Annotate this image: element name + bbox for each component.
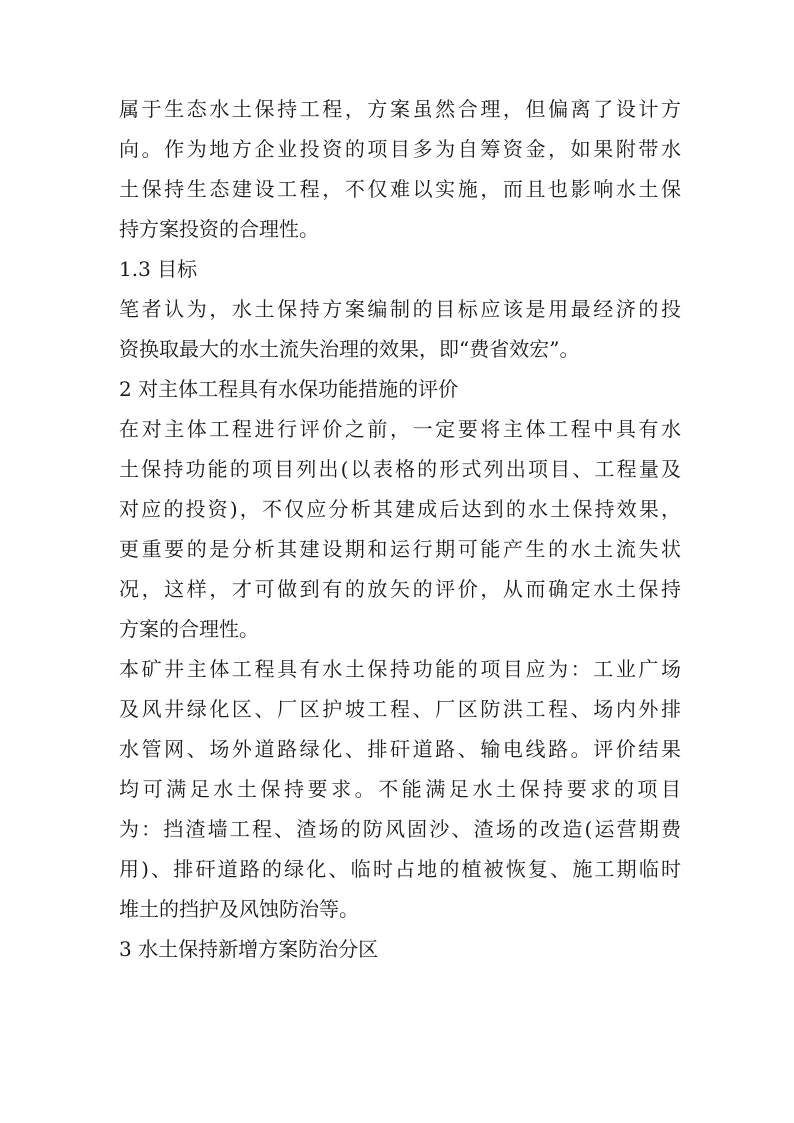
text-line: 本矿井主体工程具有水土保持功能的项目应为：工业广场	[119, 657, 681, 681]
text-line: 均可满足水土保持要求。不能满足水土保持要求的项目	[119, 777, 681, 801]
text-line: 笔者认为，水土保持方案编制的目标应该是用最经济的投	[119, 297, 681, 321]
text-line: 及风井绿化区、厂区护坡工程、厂区防洪工程、场内外排	[119, 697, 681, 721]
section-heading-2: 2 对主体工程具有水保功能措施的评价	[119, 377, 459, 401]
text-line: 对应的投资)，不仅应分析其建成后达到的水土保持效果，	[119, 497, 681, 521]
text-line: 为：挡渣墙工程、渣场的防风固沙、渣场的改造(运营期费	[119, 817, 681, 841]
section-heading-1-3: 1.3 目标	[119, 257, 198, 281]
text-line: 资换取最大的水土流失治理的效果，即“费省效宏”。	[119, 337, 580, 361]
paragraph-goal	[119, 289, 681, 369]
text-line: 更重要的是分析其建设期和运行期可能产生的水土流失状	[119, 537, 681, 561]
text-line: 土保持生态建设工程，不仅难以实施，而且也影响水土保	[119, 177, 681, 201]
section-heading-3: 3 水土保持新增方案防治分区	[119, 937, 379, 961]
text-line: 况，这样，才可做到有的放矢的评价，从而确定水土保持	[119, 577, 681, 601]
text-line: 方案的合理性。	[119, 617, 259, 641]
text-line: 堆土的挡护及风蚀防治等。	[119, 897, 359, 921]
document-body	[119, 89, 681, 969]
text-line: 持方案投资的合理性。	[119, 217, 319, 241]
text-line: 土保持功能的项目列出(以表格的形式列出项目、工程量及	[119, 457, 681, 481]
text-line: 水管网、场外道路绿化、排矸道路、输电线路。评价结果	[119, 737, 681, 761]
text-line: 向。作为地方企业投资的项目多为自筹资金，如果附带水	[119, 137, 681, 161]
paragraph-design-deviation	[119, 89, 681, 249]
paragraph-evaluation-method	[119, 409, 681, 649]
paragraph-mine-projects	[119, 649, 681, 929]
text-line: 在对主体工程进行评价之前，一定要将主体工程中具有水	[119, 417, 681, 441]
text-line: 用)、排矸道路的绿化、临时占地的植被恢复、施工期临时	[119, 857, 681, 881]
text-line: 属于生态水土保持工程，方案虽然合理，但偏离了设计方	[119, 97, 681, 121]
